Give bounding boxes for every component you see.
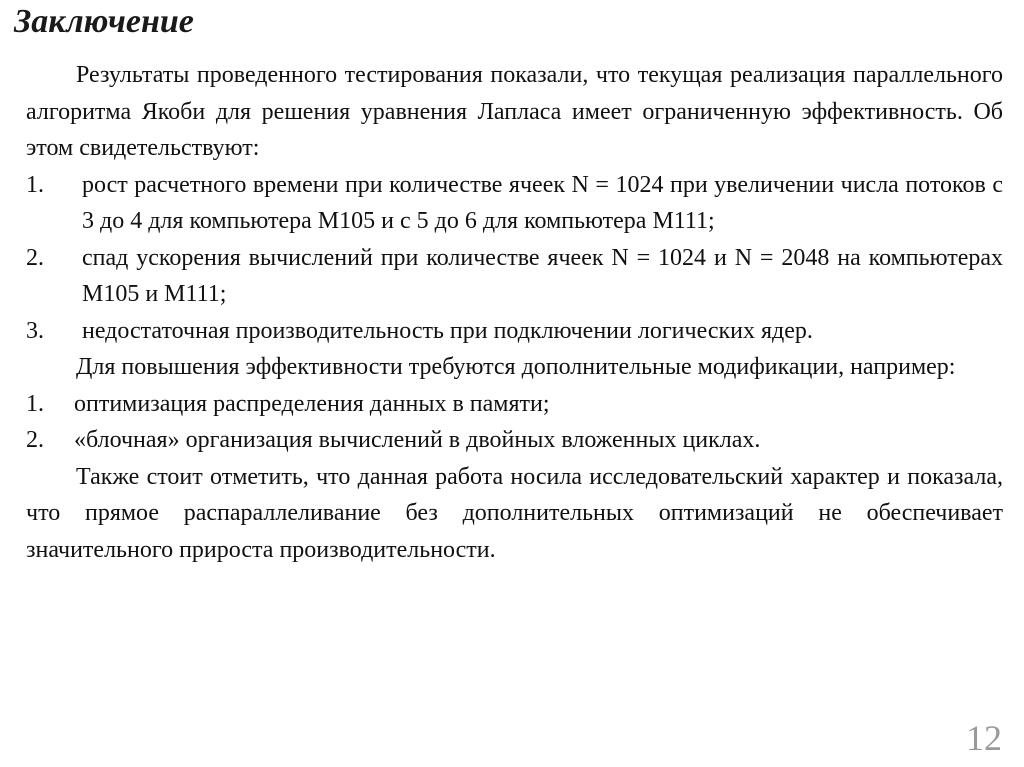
- list-item-text: спад ускорения вычислений при количестве ячеек N = 1024 и N = 2048 на компьютерах M105 и M111;: [82, 244, 1003, 307]
- list-item: [26, 386, 1003, 423]
- list-item: [26, 240, 1003, 313]
- list-item-number: 1.: [26, 390, 44, 417]
- list-item-text: недостаточная производительность при подключении логических ядер.: [82, 317, 813, 344]
- list-item-text: рост расчетного времени при количестве ячеек N = 1024 при увеличении числа потоков с 3 до 4 для компьютера M105 и с 5 до 6 для компьютера M111;: [82, 171, 1003, 234]
- closing-paragraph: Также стоит отметить, что данная работа носила исследовательский характер и показала, что прямое распараллеливание без дополнительных оптимизаций не обеспечивает значительного прироста производительности.: [26, 463, 1003, 563]
- slide-content: [26, 57, 1003, 568]
- list-item-number: 2.: [26, 244, 44, 271]
- evidence-list: [26, 167, 1003, 350]
- list-item-number: 1.: [26, 171, 44, 198]
- improvements-list: [26, 386, 1003, 459]
- list-item: [26, 422, 1003, 459]
- list-item-number: 3.: [26, 317, 44, 344]
- improvements-intro-paragraph: Для повышения эффективности требуются дополнительные модификации, например:: [76, 354, 956, 380]
- intro-paragraph: Результаты проведенного тестирования показали, что текущая реализация параллельного алгоритма Якоби для решения уравнения Лапласа имеет ограниченную эффективность. Об этом свидетельствуют:: [26, 62, 1003, 161]
- list-item-number: 2.: [26, 427, 44, 453]
- slide-title: Заключение: [14, 3, 194, 40]
- list-item: [26, 313, 1003, 350]
- page-number: 12: [966, 718, 1002, 758]
- list-item: [26, 167, 1003, 240]
- list-item-text: «блочная» организация вычислений в двойных вложенных циклах.: [74, 427, 761, 453]
- list-item-text: оптимизация распределения данных в памяти;: [74, 390, 550, 417]
